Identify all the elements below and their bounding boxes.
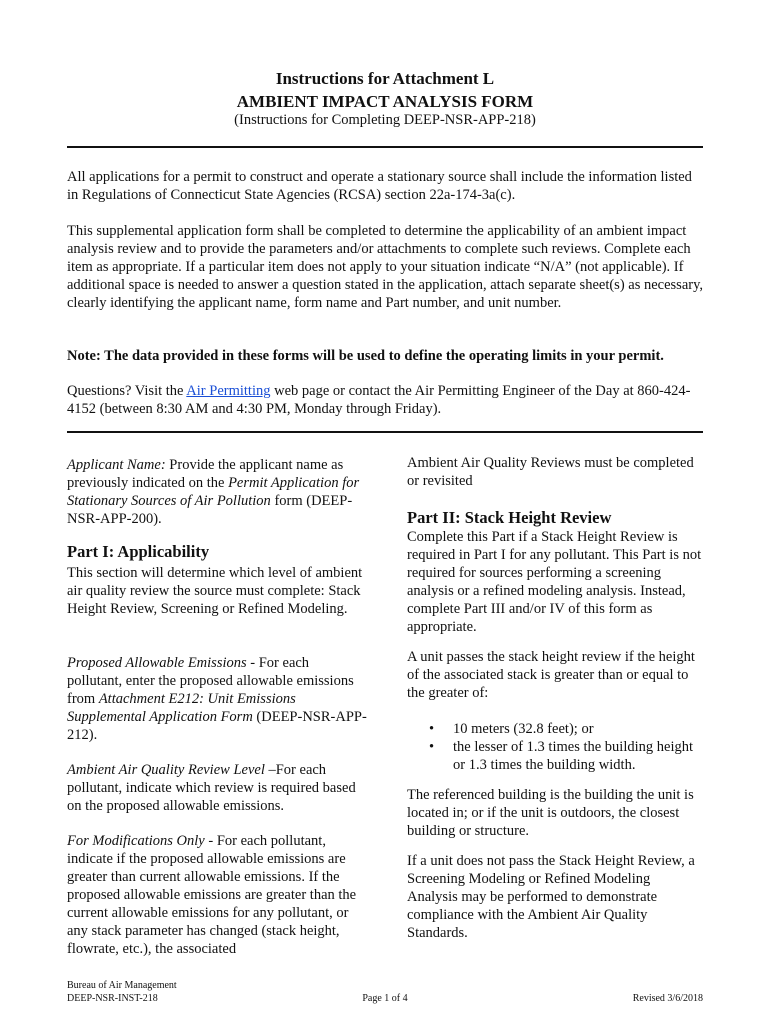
applicant-name-paragraph: Applicant Name: Provide the applicant name as previously indicated on the Permit Application for Stationary Sources of Air Pollution form (DEEP-NSR-APP-200). [67,457,360,527]
intro-paragraph-2: This supplemental application form shall be completed to determine the applicability of an ambient impact analysis review and to provide the parameters and/or attachments to complete such reviews. Complete each item as appropriate. If a particular item does not apply to your situation indicate “N/A” (not applicable). If additional space is needed to answer a question stated in the application, attach separate sheet(s) as necessary, clearly identifying the applicant name, form name and Part number, and unit number. [67,223,704,311]
top-divider [67,146,703,148]
part2-section [407,509,703,636]
applicant-name-term: Applicant Name: [67,457,166,473]
modifications-paragraph: For Modifications Only - For each pollutant, indicate if the proposed allowable emissions are greater than current allowable emissions. If the proposed allowable emissions are greater than the current allowable emissions for any pollutant, or any stack parameter has changed (stack height, flowrate, etc.), the associated [67,833,357,957]
air-permitting-link[interactable]: Air Permitting [186,383,271,399]
review-continuation-text: Ambient Air Quality Reviews must be completed or revisited [407,455,694,489]
modifications-term: For Modifications Only [67,833,205,849]
attachment-e212-name: Attachment E212: Unit Emissions Supplemental Application Form [67,691,296,725]
list-item: • 10 meters (32.8 feet); or [429,721,594,737]
section-divider [67,431,703,433]
form-subtitle: (Instructions for Completing DEEP-NSR-APP-218) [234,112,536,128]
pae-term: Proposed Allowable Emissions [67,655,247,671]
intro-note: Note: The data provided in these forms will be used to define the operating limits in your permit. [67,348,664,364]
bullet-icon: • [429,739,435,755]
review-level-term: Ambient Air Quality Review Level [67,762,265,778]
criteria-list [407,720,703,774]
questions-paragraph [67,382,703,418]
part1-heading: Part I: Applicability [67,542,210,561]
stack-fail-paragraph: If a unit does not pass the Stack Height Review, a Screening Modeling or Refined Modeling Analysis may be performed to demonstrate compliance with the Ambient Air Quality Standards. [407,853,695,941]
part2-text: Complete this Part if a Stack Height Review is required in Part I for any pollutant. This Part is not required for sources performing a screening analysis or a refined modeling analysis. Instead, complete Part III and/or IV of this form as appropriate. [407,529,702,635]
page-title: Instructions for Attachment L [275,69,495,88]
referenced-building-paragraph: The referenced building is the building the unit is located in; or if the unit is outdoors, the closest building or structure. [407,787,694,839]
footer-bureau: Bureau of Air Management [67,980,177,991]
proposed-allowable-emissions-paragraph: Proposed Allowable Emissions - For each pollutant, enter the proposed allowable emissions from Attachment E212: Unit Emissions Supplemental Application Form (DEEP-NSR-APP-212). [67,655,367,743]
questions-text-pre: Questions? Visit the [67,383,187,399]
intro-paragraph-1: All applications for a permit to construct and operate a stationary source shall include the information listed in Regulations of Connecticut State Agencies (RCSA) section 22a-174-3a(c). [67,169,692,203]
footer-doc-id: DEEP-NSR-INST-218 [67,993,158,1004]
part2-heading: Part II: Stack Height Review [407,508,612,527]
review-level-paragraph: Ambient Air Quality Review Level –For each pollutant, indicate which review is required based on the proposed allowable emissions. [67,762,356,814]
part1-text: This section will determine which level of ambient air quality review the source must complete: Stack Height Review, Screening or Refined Modeling. [67,565,363,617]
permit-application-form-name: Permit Application for Stationary Sources of Air Pollution [67,475,360,509]
footer-page-number: Page 1 of 4 [362,993,408,1004]
part1-section [67,543,367,618]
stack-pass-criteria: A unit passes the stack height review if the height of the associated stack is greater than or equal to the greater of: [407,649,695,701]
questions-text-post: web page or contact the Air Permitting Engineer of the Day at 860-424-4152 (between 8:30 AM and 4:30 PM, Monday through Friday). [67,383,691,417]
bullet-icon: • [429,721,435,737]
footer-revised-date: Revised 3/6/2018 [632,993,703,1004]
list-item: • the lesser of 1.3 times the building height or 1.3 times the building width. [429,739,694,773]
form-title: AMBIENT IMPACT ANALYSIS FORM [236,92,534,111]
